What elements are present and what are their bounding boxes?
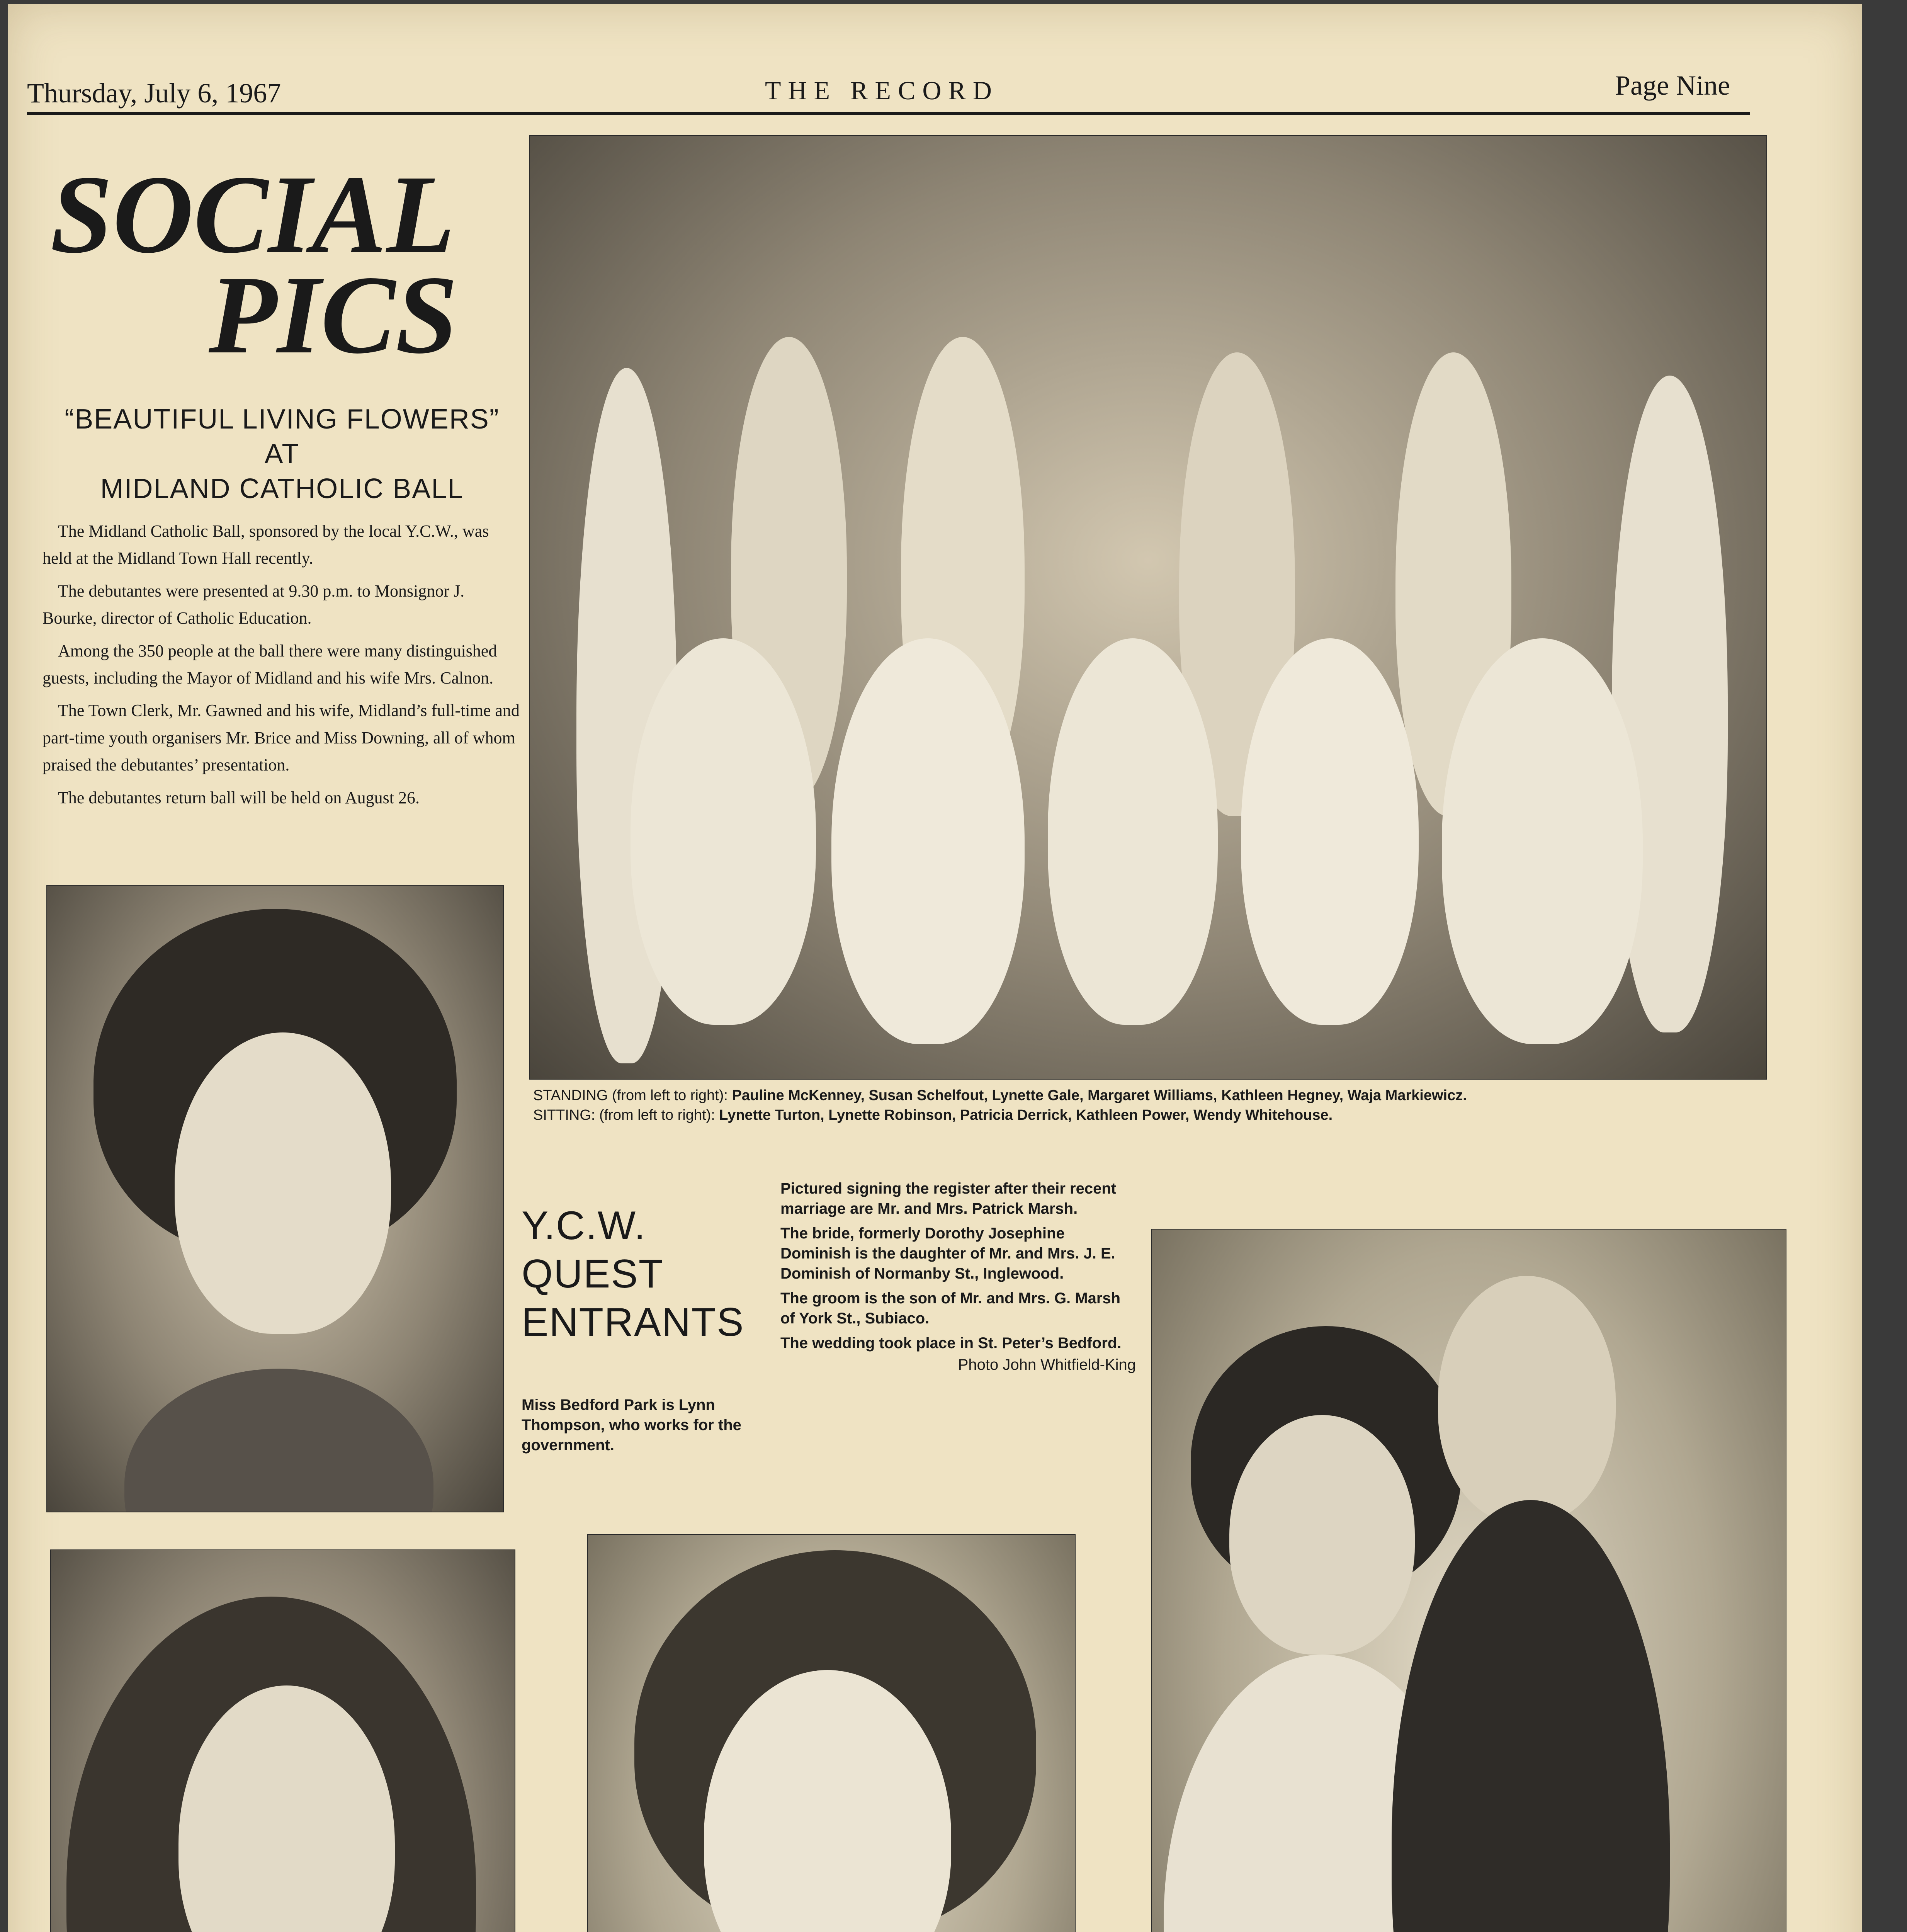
article-paragraph: The Midland Catholic Ball, sponsored by the local Y.C.W., was held at the Midland Town Hall recently. xyxy=(42,522,489,568)
standing-caption xyxy=(533,1086,1769,1105)
kicker-line-1: “BEAUTIFUL LIVING FLOWERS” xyxy=(65,404,500,435)
wedding-paragraph: The bride, formerly Dorothy Josephine Dominish is the daughter of Mr. and Mrs. J. E. Dominish of Normanby St., Inglewood. xyxy=(780,1225,1115,1282)
issue-date: Thursday, July 6, 1967 xyxy=(27,78,281,109)
masthead-rule xyxy=(27,112,1750,115)
kicker-line-2: AT xyxy=(264,439,300,469)
headline-pics: PICS xyxy=(209,253,458,377)
photo-credit: Photo John Whitfield-King xyxy=(958,1356,1136,1373)
wedding-paragraph: Pictured signing the register after their recent marriage are Mr. and Mrs. Patrick Marsh. xyxy=(780,1180,1117,1217)
ycw-heading xyxy=(522,1202,769,1346)
group-photo-caption xyxy=(533,1086,1769,1126)
wedding-caption xyxy=(780,1179,1136,1375)
page-number: Page Nine xyxy=(1615,70,1730,101)
standing-names: Pauline McKenney, Susan Schelfout, Lynette Gale, Margaret Williams, Kathleen Hegney, Waja Markiewicz. xyxy=(732,1087,1467,1104)
ycw-title-line-2: QUEST xyxy=(522,1251,664,1296)
article-kicker xyxy=(42,402,522,506)
standing-label: STANDING (from left to right): xyxy=(533,1087,728,1104)
portrait-christine-mccarthy xyxy=(587,1534,1076,1932)
article-paragraph: The debutantes were presented at 9.30 p.m. to Monsignor J. Bourke, director of Catholic Education. xyxy=(42,581,465,628)
sitting-label: SITTING: (from left to right): xyxy=(533,1107,715,1124)
ycw-title-line-3: ENTRANTS xyxy=(522,1299,744,1345)
bedford-park-caption: Miss Bedford Park is Lynn Thompson, who works for the government. xyxy=(522,1396,741,1454)
article-paragraph: The debutantes return ball will be held on August 26. xyxy=(58,788,420,807)
ycw-title-line-1: Y.C.W. xyxy=(522,1203,646,1248)
article-body xyxy=(42,518,522,817)
wedding-paragraph: The wedding took place in St. Peter’s Bedford. xyxy=(780,1335,1122,1352)
portrait-lynn-thompson xyxy=(46,885,504,1512)
article-paragraph: The Town Clerk, Mr. Gawned and his wife, Midland’s full-time and part-time youth organisers Mr. Brice and Miss Downing, all of whom praised the debutantes’ presentation. xyxy=(42,701,520,775)
headline-social: SOCIAL xyxy=(50,152,455,276)
wedding-photo xyxy=(1151,1229,1786,1932)
debutantes-group-photo xyxy=(529,135,1767,1080)
sitting-caption xyxy=(533,1105,1769,1125)
newspaper-page xyxy=(8,4,1862,1932)
kicker-line-3: MIDLAND CATHOLIC BALL xyxy=(100,473,464,504)
article-paragraph: Among the 350 people at the ball there were many distinguished guests, including the Mayor of Midland and his wife Mrs. Calnon. xyxy=(42,641,497,687)
sitting-names: Lynette Turton, Lynette Robinson, Patricia Derrick, Kathleen Power, Wendy Whitehouse. xyxy=(719,1107,1333,1124)
portrait-jeanette-baker xyxy=(50,1549,515,1932)
wedding-paragraph: The groom is the son of Mr. and Mrs. G. Marsh of York St., Subiaco. xyxy=(780,1290,1121,1327)
newspaper-title: THE RECORD xyxy=(765,76,999,105)
